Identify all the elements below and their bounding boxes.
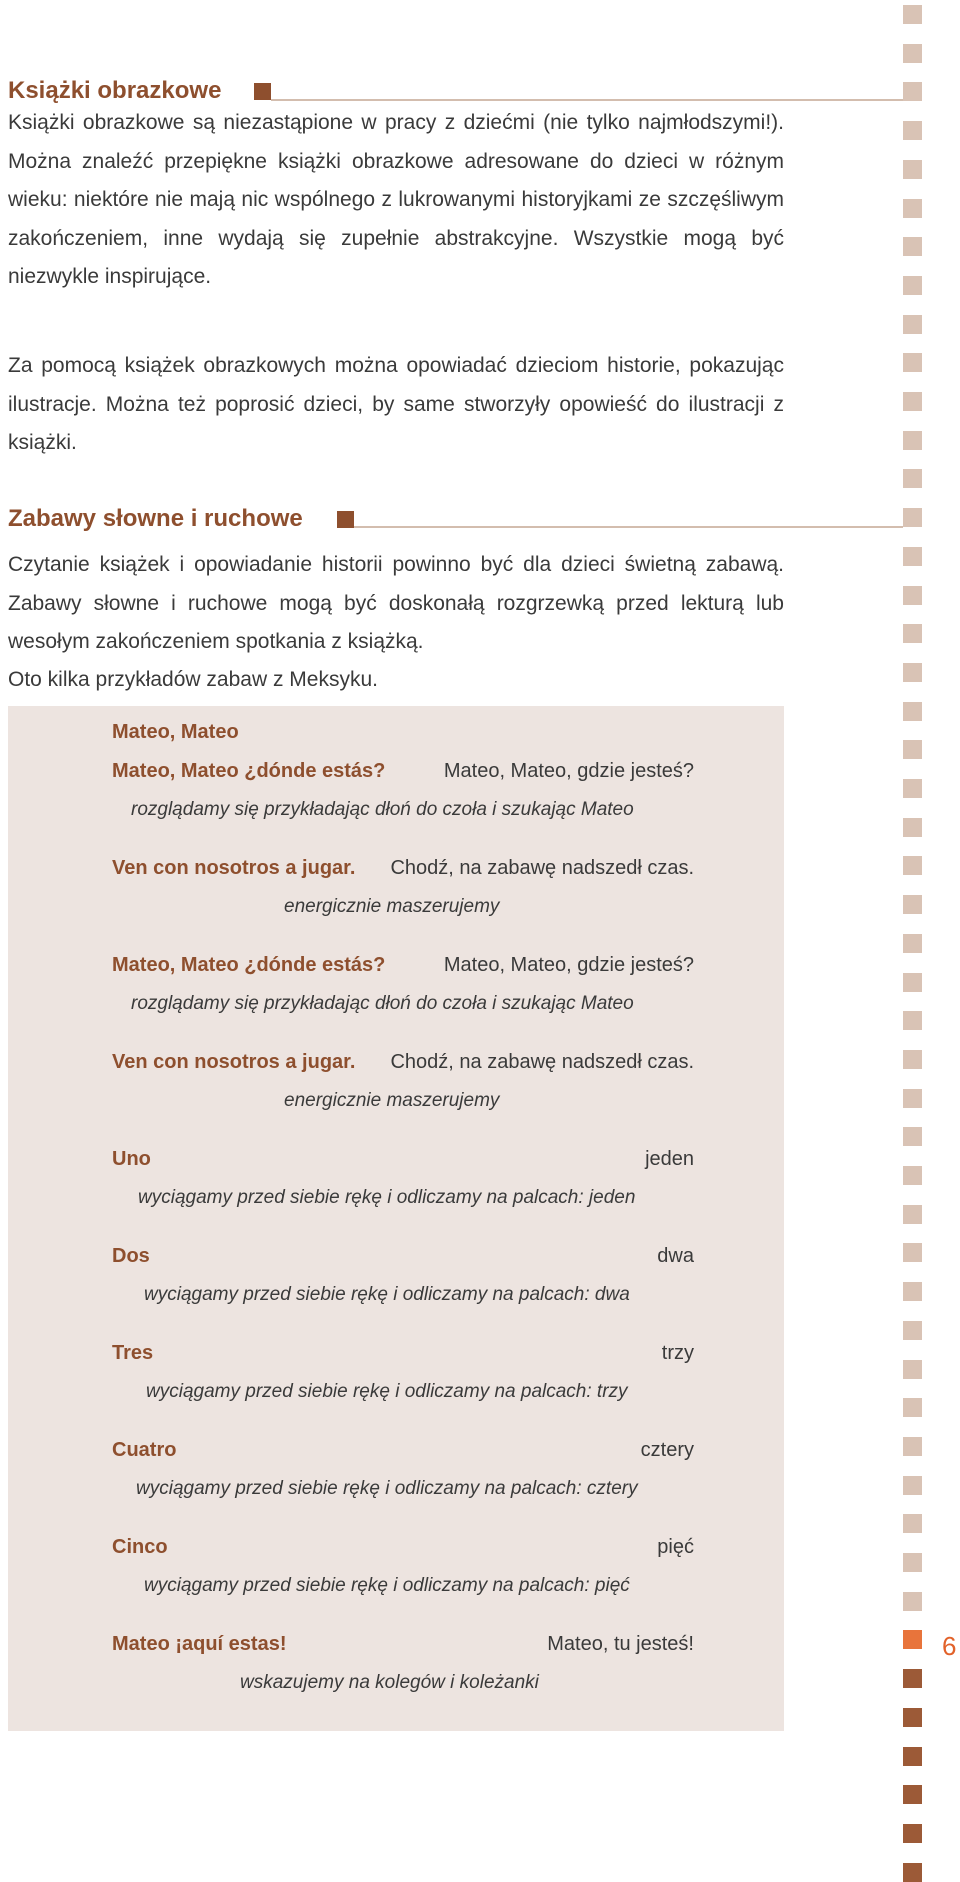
decorative-square-icon [903,1243,922,1262]
verse-instruction: wskazujemy na kolegów i koleżanki [240,1672,539,1693]
decorative-square-icon [903,392,922,411]
verse-spanish: Tres [112,1342,154,1364]
decorative-square-icon [903,1398,922,1417]
decorative-square-icon [903,121,922,140]
verse-line [112,954,694,984]
decorative-square-icon [903,276,922,295]
decorative-square-icon [903,1669,922,1688]
decorative-square-icon [903,160,922,179]
verse-line [112,760,694,790]
decorative-square-icon [903,1708,922,1727]
decorative-square-icon [903,740,922,759]
decorative-square-icon [903,663,922,682]
decorative-square-icon [903,895,922,914]
page-number: 6 [942,1631,957,1661]
heading-rule [271,99,903,101]
decorative-square-icon [903,353,922,372]
paragraph: Oto kilka przykładów zabaw z Meksyku. [8,668,378,691]
verse-polish: dwa [657,1245,694,1267]
heading-rule [354,526,903,528]
decorative-square-icon [903,973,922,992]
decorative-square-icon [903,702,922,721]
verse-polish: trzy [661,1342,694,1364]
decorative-square-icon [903,586,922,605]
decorative-square-icon [903,779,922,798]
decorative-square-icon [903,1360,922,1379]
verse-instruction: energicznie maszerujemy [284,1090,500,1111]
decorative-square-icon [903,1437,922,1456]
verse-line [112,1245,694,1275]
decorative-square-icon [903,431,922,450]
verse-instruction: wyciągamy przed siebie rękę i odliczamy na palcach: dwa [144,1284,630,1305]
verse-polish: pięć [657,1536,694,1558]
verse-line [112,1633,694,1663]
decorative-square-icon [903,624,922,643]
verse-spanish: Uno [112,1148,151,1170]
decorative-square-icon [903,5,922,24]
decorative-square-icon [903,818,922,837]
decorative-square-icon [903,856,922,875]
verse-polish: Chodź, na zabawę nadszedł czas. [390,1051,694,1073]
current-page-marker-icon [903,1630,922,1649]
decorative-square-icon [903,1785,922,1804]
decorative-square-icon [903,469,922,488]
verse-line [112,1051,694,1081]
verse-line [112,1439,694,1469]
decorative-square-icon [903,199,922,218]
verse-instruction: rozglądamy się przykładając dłoń do czoła i szukając Mateo [131,799,634,820]
decorative-square-icon [903,1553,922,1572]
decorative-square-icon [903,1476,922,1495]
verse-spanish: Cuatro [112,1439,177,1461]
verse-instruction: rozglądamy się przykładając dłoń do czoła i szukając Mateo [131,993,634,1014]
heading-square-icon [254,83,271,100]
decorative-square-icon [903,1824,922,1843]
verse-spanish: Dos [112,1245,150,1267]
decorative-square-icon [903,1321,922,1340]
decorative-square-icon [903,44,922,63]
decorative-square-icon [903,1863,922,1882]
verse-line [112,857,694,887]
heading-square-icon [337,511,354,528]
verse-line [112,1536,694,1566]
decorative-square-icon [903,1205,922,1224]
verse-polish: Chodź, na zabawę nadszedł czas. [390,857,694,879]
decorative-square-icon [903,1592,922,1611]
decorative-square-icon [903,1166,922,1185]
decorative-square-icon [903,934,922,953]
decorative-square-icon [903,1282,922,1301]
decorative-square-icon [903,1127,922,1146]
verse-spanish: Mateo, Mateo ¿dónde estás? [112,954,386,976]
verse-spanish: Mateo ¡aquí estas! [112,1633,287,1655]
verse-polish: Mateo, Mateo, gdzie jesteś? [443,760,694,782]
verse-polish: Mateo, tu jesteś! [547,1633,694,1655]
verse-instruction: wyciągamy przed siebie rękę i odliczamy na palcach: trzy [146,1381,628,1402]
verse-spanish: Mateo, Mateo ¿dónde estás? [112,760,386,782]
decorative-square-icon [903,237,922,256]
verse-instruction: wyciągamy przed siebie rękę i odliczamy na palcach: cztery [136,1478,638,1499]
song-title: Mateo, Mateo [112,721,239,743]
paragraph: Za pomocą książek obrazkowych można opowiadać dzieciom historie, pokazując ilustracje. Można też poprosić dzieci, by same stworzyły opowieść do ilustracji z książki. [8,354,784,454]
verse-line [112,1342,694,1372]
verse-instruction: wyciągamy przed siebie rękę i odliczamy na palcach: jeden [138,1187,636,1208]
verse-polish: jeden [645,1148,694,1170]
decorative-square-icon [903,547,922,566]
verse-spanish: Ven con nosotros a jugar. [112,857,356,879]
decorative-square-icon [903,508,922,527]
heading-picture-books: Książki obrazkowe [8,77,222,104]
verse-polish: cztery [640,1439,694,1461]
verse-instruction: energicznie maszerujemy [284,896,500,917]
verse-line [112,1148,694,1178]
heading-word-games: Zabawy słowne i ruchowe [8,505,303,532]
decorative-square-icon [903,1011,922,1030]
decorative-square-icon [903,1747,922,1766]
verse-spanish: Cinco [112,1536,168,1558]
decorative-square-icon [903,1050,922,1069]
decorative-square-icon [903,82,922,101]
verse-polish: Mateo, Mateo, gdzie jesteś? [443,954,694,976]
decorative-square-icon [903,1089,922,1108]
paragraph: Książki obrazkowe są niezastąpione w pracy z dziećmi (nie tylko najmłodszymi!). Można znaleźć przepiękne książki obrazkowe adresowane do dzieci w różnym wieku: niektóre nie mają nic wspólnego z lukrowanymi historyjkami ze szczęśliwym zakończeniem, inne wydają się zupełnie abstrakcyjne. Wszystkie mogą być niezwykle inspirujące. [8,111,784,288]
song-title-row [112,721,694,751]
verse-spanish: Ven con nosotros a jugar. [112,1051,356,1073]
decorative-square-icon [903,315,922,334]
paragraph: Czytanie książek i opowiadanie historii powinno być dla dzieci świetną zabawą. Zabawy słowne i ruchowe mogą być doskonałą rozgrzewką przed lekturą lub wesołym zakończeniem spotkania z książką. [8,553,784,653]
verse-instruction: wyciągamy przed siebie rękę i odliczamy na palcach: pięć [144,1575,630,1596]
decorative-square-icon [903,1514,922,1533]
song-box [8,706,784,1731]
